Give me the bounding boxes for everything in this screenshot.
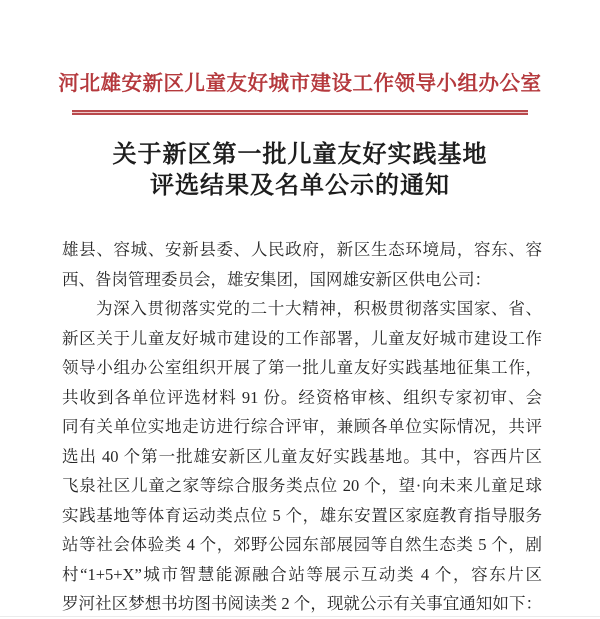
letterhead-double-rule	[72, 110, 528, 115]
body-line: 实践基地等体育运动类点位 5 个，雄东安置区家庭教育指导服务	[62, 505, 542, 525]
document-title	[0, 140, 600, 202]
page-bottom-edge	[0, 616, 600, 617]
body-line: 同有关单位实地走访进行综合评审，兼顾各单位实际情况，共评	[62, 417, 542, 436]
body-line: 为深入贯彻落实党的二十大精神，积极贯彻落实国家、省、	[96, 299, 542, 318]
body-line: 村“1+5+X”城市智慧能源融合站等展示互动类 4 个，容东片区	[62, 564, 542, 584]
body-line: 飞泉社区儿童之家等综合服务类点位 20 个，望·向未来儿童足球	[62, 476, 542, 495]
body-line: 领导小组办公室组织开展了第一批儿童友好实践基地征集工作，	[62, 358, 542, 377]
body-line: 选出 40 个第一批雄安新区儿童友好实践基地。其中，容西片区	[62, 446, 542, 466]
document-title-line1: 关于新区第一批儿童友好实践基地	[112, 142, 488, 168]
body-line: 西、昝岗管理委员会，雄安集团，国网雄安新区供电公司：	[62, 269, 491, 289]
body-line: 站等社会体验类 4 个，郊野公园东部展园等自然生态类 5 个，剧	[62, 535, 542, 554]
letterhead-issuer: 河北雄安新区儿童友好城市建设工作领导小组办公室	[58, 73, 542, 95]
body-line: 共收到各单位评选材料 91 份。经资格审核、组织专家初审、会	[62, 387, 542, 407]
document-title-line2: 评选结果及名单公示的通知	[150, 173, 450, 199]
body-line: 罗河社区梦想书坊图书阅读类 2 个，现就公示有关事宜通知如下：	[62, 594, 542, 613]
body-line: 新区关于儿童友好城市建设的工作部署，儿童友好城市建设工作	[62, 328, 542, 348]
body-line: 雄县、容城、安新县委、人民政府，新区生态环境局，容东、容	[62, 240, 542, 259]
document-body	[62, 235, 542, 619]
